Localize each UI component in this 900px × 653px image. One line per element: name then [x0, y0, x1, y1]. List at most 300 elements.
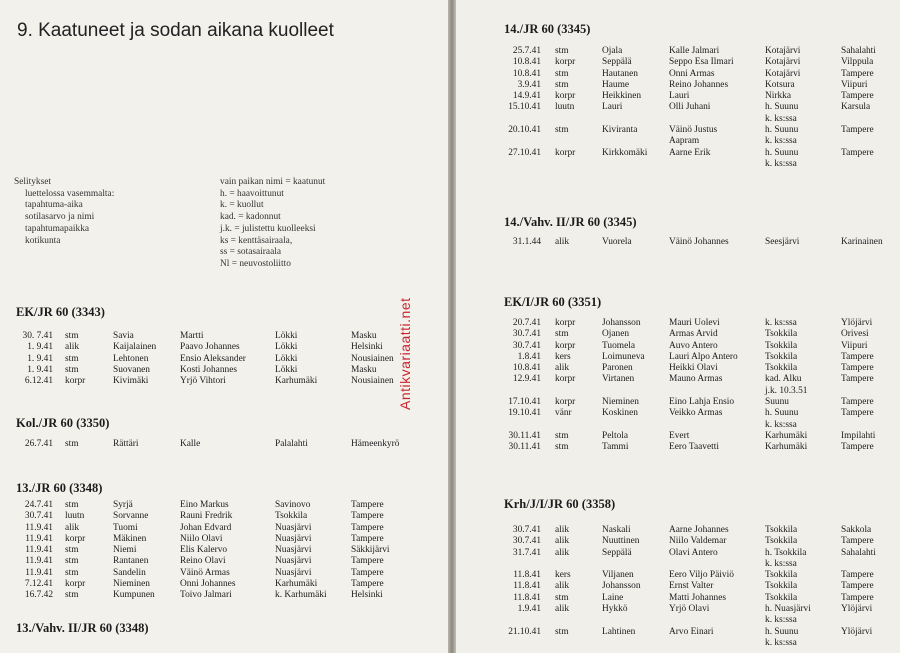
cell-first-names: Ensio Aleksander [180, 353, 246, 364]
legend-explanations [14, 177, 114, 247]
cell-home-municipality: Tampere [841, 351, 874, 362]
cell-date: 30.7.41 [512, 329, 541, 340]
cell-date: 30.7.41 [24, 511, 53, 522]
cell-place: h. Nuasjärvi [765, 604, 811, 615]
cell-first-names: Eino Markus [180, 500, 229, 510]
casualty-row [504, 442, 899, 453]
cell-place: Karhumäki [275, 579, 318, 590]
cell-first-names: Onni Armas [669, 68, 715, 79]
cell-home-municipality: Tampere [351, 522, 384, 533]
cell-place: Kotsura [765, 79, 795, 90]
cell-home-municipality: Karinainen [841, 237, 883, 247]
cell-place: k. ks:ssa [765, 113, 797, 124]
casualty-row [504, 581, 899, 592]
cell-first-names: Väinö Justus [669, 125, 718, 136]
casualty-row [15, 365, 410, 376]
cell-first-names: Aapram [669, 136, 700, 147]
cell-surname: Nieminen [602, 397, 639, 408]
casualty-row [504, 57, 899, 68]
cell-date: 30.7.41 [512, 340, 541, 351]
cell-place: k. ks:ssa [765, 318, 797, 328]
cell-surname: Tuomela [602, 340, 635, 351]
casualty-row [15, 354, 410, 365]
cell-first-names: Kosti Johannes [180, 364, 238, 375]
cell-place: Tsokkila [765, 340, 798, 351]
casualty-row [504, 593, 899, 604]
cell-surname: Peltola [602, 430, 629, 441]
legend-abbreviations [220, 177, 325, 271]
cell-place: Karhumäki [765, 430, 808, 441]
cell-date: 20.10.41 [508, 125, 541, 136]
casualty-list [15, 439, 410, 450]
casualty-row [504, 46, 899, 57]
cell-surname: Seppälä [602, 57, 632, 68]
cell-rank: korpr [555, 340, 576, 351]
cell-home-municipality: Sakkola [841, 525, 872, 535]
cell-surname: Mäkinen [113, 533, 147, 544]
cell-place: Tsokkila [765, 363, 798, 374]
cell-place: Nirkka [765, 91, 792, 102]
section-heading: 14./JR 60 (3345) [504, 22, 591, 36]
cell-rank: alik [555, 581, 570, 592]
casualty-row [504, 102, 899, 113]
legend-line: kotikunta [25, 235, 61, 246]
cell-date: 15.10.41 [508, 102, 541, 113]
casualty-list [15, 500, 410, 602]
cell-first-names: Eero Taavetti [669, 442, 719, 453]
legend-line: j.k. = julistettu kuolleeksi [220, 223, 316, 234]
cell-first-names: Auvo Antero [669, 340, 718, 351]
cell-date: 6.12.41 [24, 376, 53, 387]
cell-place: j.k. 10.3.51 [765, 385, 808, 396]
cell-home-municipality: Viipuri [841, 79, 868, 90]
cell-date: 11.9.41 [25, 545, 53, 556]
cell-date: 1. 9.41 [27, 364, 53, 375]
casualty-row [504, 352, 899, 363]
cell-surname: Savia [113, 331, 134, 341]
casualty-row [15, 579, 410, 590]
cell-date: 10.8.41 [512, 363, 541, 374]
casualty-row [504, 136, 899, 147]
cell-surname: Lauri [602, 102, 623, 113]
cell-rank: alik [555, 547, 570, 558]
casualty-row [504, 615, 899, 626]
casualty-row [15, 590, 410, 601]
cell-first-names: Väinö Armas [180, 567, 230, 578]
cell-rank: korpr [555, 374, 576, 385]
cell-place: Savinovo [275, 500, 311, 510]
legend-line: ks = kenttäsairaala, [220, 235, 293, 246]
cell-date: 1. 9.41 [27, 342, 53, 353]
legend-line: h. = haavoittunut [220, 188, 284, 199]
cell-place: Tsokkila [765, 525, 798, 535]
cell-place: Tsokkila [765, 329, 798, 340]
cell-home-municipality: Tampere [841, 408, 874, 419]
book-gutter [448, 0, 456, 653]
cell-rank: stm [555, 125, 569, 136]
section-heading: 13./JR 60 (3348) [16, 481, 103, 495]
cell-place: k. ks:ssa [765, 558, 797, 569]
cell-surname: Sorvanne [113, 511, 149, 522]
casualty-row [504, 125, 899, 136]
cell-first-names: Reino Olavi [180, 556, 226, 567]
cell-place: Lökki [275, 353, 298, 364]
cell-date: 11.9.41 [25, 567, 53, 578]
cell-surname: Ojala [602, 46, 623, 56]
cell-rank: korpr [65, 376, 86, 387]
legend-line: vain paikan nimi = kaatunut [220, 177, 326, 187]
legend-line: kad. = kadonnut [220, 212, 281, 223]
cell-home-municipality: Nousiainen [351, 376, 394, 387]
cell-date: 27.10.41 [508, 147, 541, 158]
cell-rank: alik [555, 536, 570, 547]
cell-date: 17.10.41 [508, 397, 541, 408]
cell-rank: stm [555, 329, 569, 340]
cell-place: Karhumäki [765, 442, 808, 453]
cell-date: 30. 7.41 [22, 331, 53, 341]
cell-first-names: Mauno Armas [669, 374, 723, 385]
casualty-row [504, 431, 899, 442]
cell-home-municipality: Sahalahti [841, 46, 876, 56]
cell-date: 31.7.41 [512, 547, 541, 558]
cell-surname: Koskinen [602, 408, 638, 419]
cell-place: Nuasjärvi [275, 556, 312, 567]
cell-place: Lökki [275, 331, 298, 341]
cell-place: h. Tsokkila [765, 547, 807, 558]
cell-first-names: Eero Viljo Päiviö [669, 570, 734, 581]
cell-date: 14.9.41 [512, 91, 541, 102]
cell-date: 24.7.41 [24, 500, 53, 510]
casualty-row [504, 536, 899, 547]
casualty-row [504, 604, 899, 615]
cell-home-municipality: Masku [351, 364, 377, 375]
cell-home-municipality: Tampere [841, 442, 874, 453]
cell-first-names: Kalle [180, 439, 201, 449]
casualty-row [504, 91, 899, 102]
cell-first-names: Aarne Erik [669, 147, 711, 158]
cell-date: 3.9.41 [517, 79, 541, 90]
cell-surname: Lehtonen [113, 353, 149, 364]
cell-date: 19.10.41 [508, 408, 541, 419]
cell-rank: luutn [65, 511, 85, 522]
cell-home-municipality: Tampere [841, 581, 874, 592]
casualty-row [504, 548, 899, 559]
cell-rank: alik [555, 237, 570, 247]
cell-home-municipality: Nousiainen [351, 353, 394, 364]
cell-surname: Paronen [602, 363, 633, 374]
cell-first-names: Toivo Jalmari [180, 590, 232, 601]
cell-place: h. Suunu [765, 408, 799, 419]
cell-date: 11.9.41 [25, 522, 53, 533]
cell-rank: stm [555, 442, 569, 453]
casualty-row [504, 420, 899, 431]
cell-rank: stm [555, 626, 569, 637]
cell-place: k. ks:ssa [765, 637, 797, 648]
legend-line: sotilasarvo ja nimi [25, 212, 95, 223]
cell-place: Nuasjärvi [275, 567, 312, 578]
cell-rank: korpr [555, 57, 576, 68]
cell-first-names: Niilo Valdemar [669, 536, 727, 547]
casualty-row [504, 408, 899, 419]
legend-line: ss = sotasairaala [220, 247, 281, 258]
cell-place: Palalahti [275, 439, 308, 449]
cell-surname: Tammi [602, 442, 629, 453]
cell-surname: Lahtinen [602, 626, 636, 637]
cell-home-municipality: Viipuri [841, 340, 868, 351]
cell-surname: Syrjä [113, 500, 133, 510]
cell-rank: stm [555, 430, 569, 441]
chapter-title: 9. Kaatuneet ja sodan aikana kuolleet [17, 20, 334, 41]
cell-home-municipality: Ylöjärvi [841, 318, 873, 328]
watermark: Antikvariaatti.net [397, 297, 413, 410]
cell-date: 11.8.41 [513, 570, 541, 581]
cell-place: Nuasjärvi [275, 522, 312, 533]
cell-first-names: Heikki Olavi [669, 363, 718, 374]
casualty-row [504, 525, 899, 536]
cell-rank: luutn [555, 102, 575, 113]
cell-rank: stm [65, 545, 79, 556]
cell-place: k. ks:ssa [765, 419, 797, 430]
cell-home-municipality: Karsula [841, 102, 871, 113]
cell-date: 31.1.44 [512, 237, 541, 247]
cell-date: 30.7.41 [512, 525, 541, 535]
cell-first-names: Yrjö Olavi [669, 604, 710, 615]
cell-surname: Rantanen [113, 556, 149, 567]
cell-home-municipality: Tampere [841, 91, 874, 102]
casualty-row [504, 341, 899, 352]
casualty-list [504, 237, 899, 248]
cell-date: 30.7.41 [512, 536, 541, 547]
cell-place: Tsokkila [765, 570, 798, 581]
section-heading: EK/JR 60 (3343) [16, 305, 105, 319]
cell-first-names: Mauri Uolevi [669, 318, 720, 328]
cell-first-names: Reino Johannes [669, 79, 729, 90]
cell-place: Seesjärvi [765, 237, 800, 247]
cell-place: Nuasjärvi [275, 533, 312, 544]
casualty-row [504, 237, 899, 248]
cell-home-municipality: Masku [351, 331, 377, 341]
cell-surname: Vuorela [602, 237, 632, 247]
cell-first-names: Johan Edvard [180, 522, 232, 533]
casualty-row [15, 534, 410, 545]
cell-place: Tsokkila [765, 592, 798, 603]
cell-first-names: Niilo Olavi [180, 533, 223, 544]
casualty-row [504, 148, 899, 159]
casualty-row [504, 627, 899, 638]
left-page [0, 0, 448, 653]
legend-line: luettelossa vasemmalta: [25, 188, 115, 199]
cell-rank: stm [65, 556, 79, 567]
cell-first-names: Rauni Fredrik [180, 511, 233, 522]
casualty-row [15, 511, 410, 522]
cell-home-municipality: Tampere [841, 125, 874, 136]
casualty-row [504, 114, 899, 125]
cell-home-municipality: Tampere [841, 592, 874, 603]
cell-place: kad. Alku [765, 374, 802, 385]
cell-rank: korpr [555, 147, 576, 158]
cell-place: h. Suunu [765, 102, 799, 113]
cell-rank: stm [65, 590, 79, 601]
cell-place: Suunu [765, 397, 789, 408]
cell-surname: Naskali [602, 525, 631, 535]
casualty-row [504, 374, 899, 385]
cell-surname: Nieminen [113, 579, 150, 590]
section-heading: 13./Vahv. II/JR 60 (3348) [16, 621, 149, 635]
casualty-row [504, 318, 899, 329]
cell-surname: Laine [602, 592, 624, 603]
cell-place: k. ks:ssa [765, 136, 797, 147]
cell-date: 1.8.41 [517, 351, 541, 362]
cell-home-municipality: Tampere [351, 533, 384, 544]
cell-place: k. ks:ssa [765, 615, 797, 626]
cell-place: Karhumäki [275, 376, 318, 387]
cell-first-names: Seppo Esa Ilmari [669, 57, 734, 68]
casualty-list [15, 331, 410, 387]
casualty-row [15, 500, 410, 511]
cell-first-names: Elis Kalervo [180, 545, 228, 556]
cell-rank: stm [65, 331, 79, 341]
cell-rank: stm [555, 46, 569, 56]
cell-date: 1.9.41 [517, 604, 541, 615]
cell-date: 20.7.41 [512, 318, 541, 328]
cell-first-names: Kalle Jalmari [669, 46, 720, 56]
casualty-row [504, 69, 899, 80]
cell-first-names: Armas Arvid [669, 329, 718, 340]
casualty-row [504, 329, 899, 340]
casualty-list [504, 318, 899, 454]
casualty-row [15, 568, 410, 579]
cell-date: 12.9.41 [512, 374, 541, 385]
casualty-row [15, 342, 410, 353]
cell-date: 16.7.42 [24, 590, 53, 601]
cell-place: Lökki [275, 342, 298, 353]
cell-place: k. Karhumäki [275, 590, 327, 601]
section-heading: EK/I/JR 60 (3351) [504, 295, 602, 309]
cell-first-names: Martti [180, 331, 204, 341]
cell-home-municipality: Tampere [351, 511, 384, 522]
cell-place: Tsokkila [765, 351, 798, 362]
cell-date: 26.7.41 [24, 439, 53, 449]
cell-place: h. Suunu [765, 626, 799, 637]
cell-rank: stm [555, 79, 569, 90]
cell-place: Kotajärvi [765, 57, 801, 68]
cell-first-names: Olavi Antero [669, 547, 718, 558]
cell-surname: Viljanen [602, 570, 634, 581]
casualty-row [504, 559, 899, 570]
legend-line: Nl = neuvostoliitto [220, 258, 291, 269]
cell-rank: stm [65, 439, 79, 449]
cell-rank: stm [65, 364, 79, 375]
cell-first-names: Arvo Einari [669, 626, 714, 637]
cell-home-municipality: Tampere [351, 567, 384, 578]
cell-place: h. Suunu [765, 125, 799, 136]
cell-date: 10.8.41 [512, 68, 541, 79]
cell-place: Kotajärvi [765, 68, 801, 79]
casualty-row [504, 386, 899, 397]
cell-surname: Heikkinen [602, 91, 642, 102]
legend-line: tapahtumapaikka [25, 223, 90, 234]
cell-rank: korpr [555, 91, 576, 102]
cell-surname: Hautanen [602, 68, 638, 79]
cell-date: 7.12.41 [24, 579, 53, 590]
cell-home-municipality: Orivesi [841, 329, 869, 340]
cell-first-names: Yrjö Vihtori [180, 376, 226, 387]
cell-rank: korpr [555, 397, 576, 408]
cell-first-names: Olli Juhani [669, 102, 711, 113]
cell-rank: alik [65, 522, 80, 533]
cell-rank: alik [555, 363, 570, 374]
legend-line: Selitykset [14, 177, 51, 187]
cell-surname: Rättäri [113, 439, 139, 449]
cell-home-municipality: Tampere [351, 579, 384, 590]
cell-surname: Loimuneva [602, 351, 645, 362]
cell-date: 30.11.41 [508, 442, 541, 453]
cell-rank: stm [65, 500, 79, 510]
casualty-row [15, 523, 410, 534]
cell-first-names: Lauri Alpo Antero [669, 351, 738, 362]
right-page [456, 0, 900, 653]
cell-home-municipality: Tampere [841, 397, 874, 408]
casualty-row [15, 439, 410, 450]
legend-line: tapahtuma-aika [25, 200, 83, 211]
cell-rank: alik [555, 604, 570, 615]
cell-place: h. Suunu [765, 147, 799, 158]
casualty-row [504, 363, 899, 374]
cell-rank: korpr [555, 318, 576, 328]
casualty-row [504, 397, 899, 408]
cell-date: 10.8.41 [512, 57, 541, 68]
casualty-row [504, 638, 899, 649]
cell-rank: stm [65, 353, 79, 364]
cell-first-names: Paavo Johannes [180, 342, 240, 353]
section-heading: Krh/J/I/JR 60 (3358) [504, 497, 616, 511]
cell-rank: vänr [555, 408, 572, 419]
casualty-row [504, 570, 899, 581]
cell-home-municipality: Helsinki [351, 590, 383, 601]
cell-surname: Johansson [602, 581, 641, 592]
cell-rank: stm [65, 567, 79, 578]
cell-surname: Virtanen [602, 374, 635, 385]
cell-home-municipality: Sahalahti [841, 547, 876, 558]
cell-place: Tsokkila [765, 581, 798, 592]
cell-date: 30.11.41 [508, 430, 541, 441]
cell-home-municipality: Helsinki [351, 342, 383, 353]
cell-place: k. ks:ssa [765, 158, 797, 169]
cell-surname: Sandelin [113, 567, 146, 578]
cell-date: 25.7.41 [512, 46, 541, 56]
cell-place: Kotajärvi [765, 46, 801, 56]
cell-home-municipality: Tampere [841, 147, 874, 158]
cell-rank: alik [555, 525, 570, 535]
cell-rank: stm [555, 68, 569, 79]
section-heading: 14./Vahv. II/JR 60 (3345) [504, 215, 637, 229]
cell-first-names: Matti Johannes [669, 592, 727, 603]
cell-rank: alik [65, 342, 80, 353]
cell-home-municipality: Ylöjärvi [841, 604, 873, 615]
cell-surname: Kaijalainen [113, 342, 157, 353]
cell-date: 1. 9.41 [27, 353, 53, 364]
cell-place: Lökki [275, 364, 298, 375]
section-heading: Kol./JR 60 (3350) [16, 416, 110, 430]
casualty-list [504, 46, 899, 170]
casualty-list [504, 525, 899, 649]
cell-home-municipality: Ylöjärvi [841, 626, 873, 637]
cell-first-names: Evert [669, 430, 690, 441]
cell-surname: Hykkö [602, 604, 628, 615]
cell-home-municipality: Tampere [841, 363, 874, 374]
cell-place: Nuasjärvi [275, 545, 312, 556]
casualty-row [504, 159, 899, 170]
